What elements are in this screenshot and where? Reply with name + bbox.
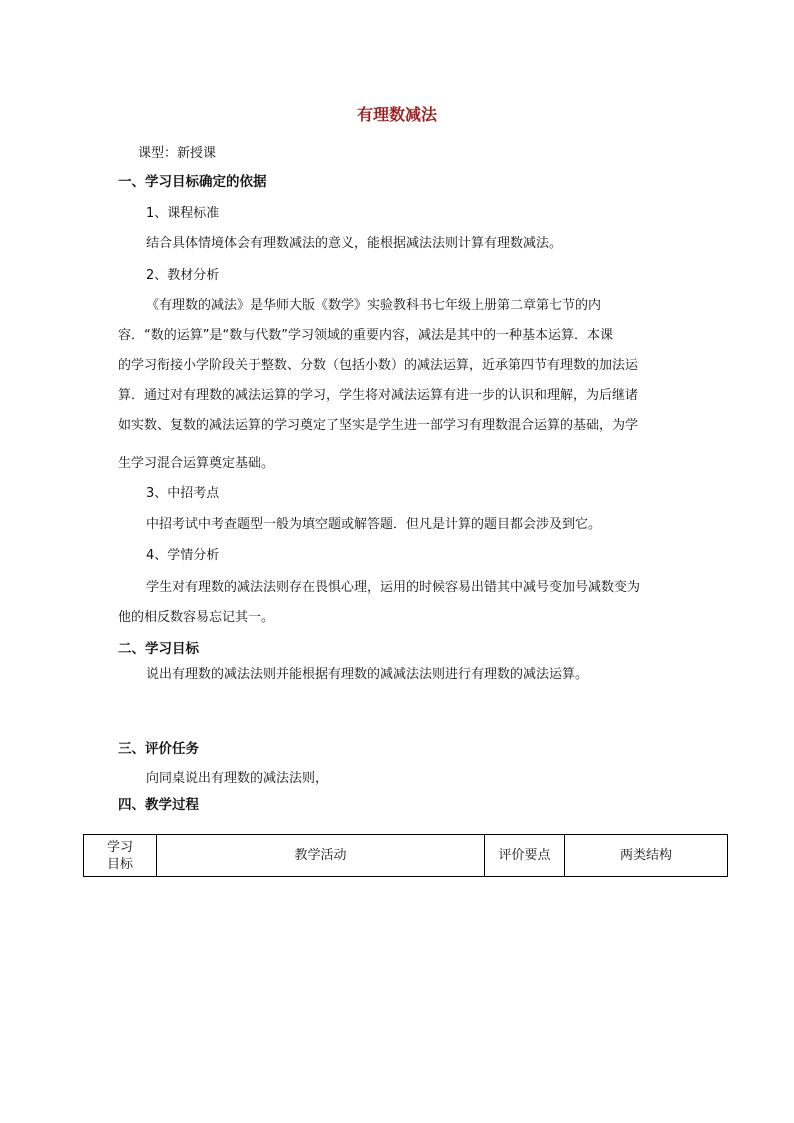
subsection-3-label: 3、中招考点 xyxy=(146,486,220,501)
subsection-2-line-2: 容．“数的运算”是“数与代数”学习领域的重要内容，减法是其中的一种基本运算．本课 xyxy=(118,328,613,343)
subsection-4-label: 4、学情分析 xyxy=(146,548,220,563)
section-3-text: 向同桌说出有理数的减法法则， xyxy=(146,771,329,786)
document-title: 有理数减法 xyxy=(356,105,437,124)
subsection-1-label: 1、课程标准 xyxy=(146,206,220,221)
section-2-heading: 二、学习目标 xyxy=(118,641,199,657)
section-2-text: 说出有理数的减法法则并能根据有理数的减减法法则进行有理数的减法运算。 xyxy=(146,667,589,682)
section-1-heading: 一、学习目标确定的依据 xyxy=(118,174,267,190)
lesson-table xyxy=(83,834,728,877)
subsection-2-line-1: 《有理数的减法》是华师大版《数学》实验教科书七年级上册第二章第七节的内 xyxy=(146,298,602,313)
table-header-row xyxy=(84,835,728,877)
subsection-1-text: 结合具体情境体会有理数减法的意义，能根据减法法则计算有理数减法。 xyxy=(146,236,563,251)
subsection-2-line-6: 生学习混合运算奠定基础。 xyxy=(118,456,275,471)
section-4-heading: 四、教学过程 xyxy=(118,797,199,813)
subsection-4-line-2: 他的相反数容易忘记其一。 xyxy=(118,610,275,625)
table-header-line: 学习 xyxy=(106,839,133,855)
table-header-line: 目标 xyxy=(106,856,133,872)
subsection-3-text: 中招考试中考查题型一般为填空题或解答题．但凡是计算的题目都会涉及到它。 xyxy=(146,517,602,532)
section-3-heading: 三、评价任务 xyxy=(118,741,199,757)
subsection-2-line-3: 的学习衔接小学阶段关于整数、分数（包括小数）的减法运算，近承第四节有理数的加法运 xyxy=(118,358,639,373)
table-header-cell xyxy=(84,835,157,877)
lesson-type: 课型：新授课 xyxy=(138,146,217,161)
subsection-2-line-4: 算．通过对有理数的减法运算的学习，学生将对减法运算有进一步的认识和理解，为后继诸 xyxy=(118,388,639,403)
table-header-cell: 教学活动 xyxy=(157,835,485,877)
subsection-2-line-5: 如实数、复数的减法运算的学习奠定了坚实是学生进一部学习有理数混合运算的基础，为学 xyxy=(118,418,639,433)
table-header-cell: 评价要点 xyxy=(485,835,565,877)
table-header-cell: 两类结构 xyxy=(565,835,728,877)
subsection-2-label: 2、教材分析 xyxy=(146,268,220,283)
subsection-4-line-1: 学生对有理数的减法法则存在畏惧心理，运用的时候容易出错其中减号变加号减数变为 xyxy=(146,580,641,595)
